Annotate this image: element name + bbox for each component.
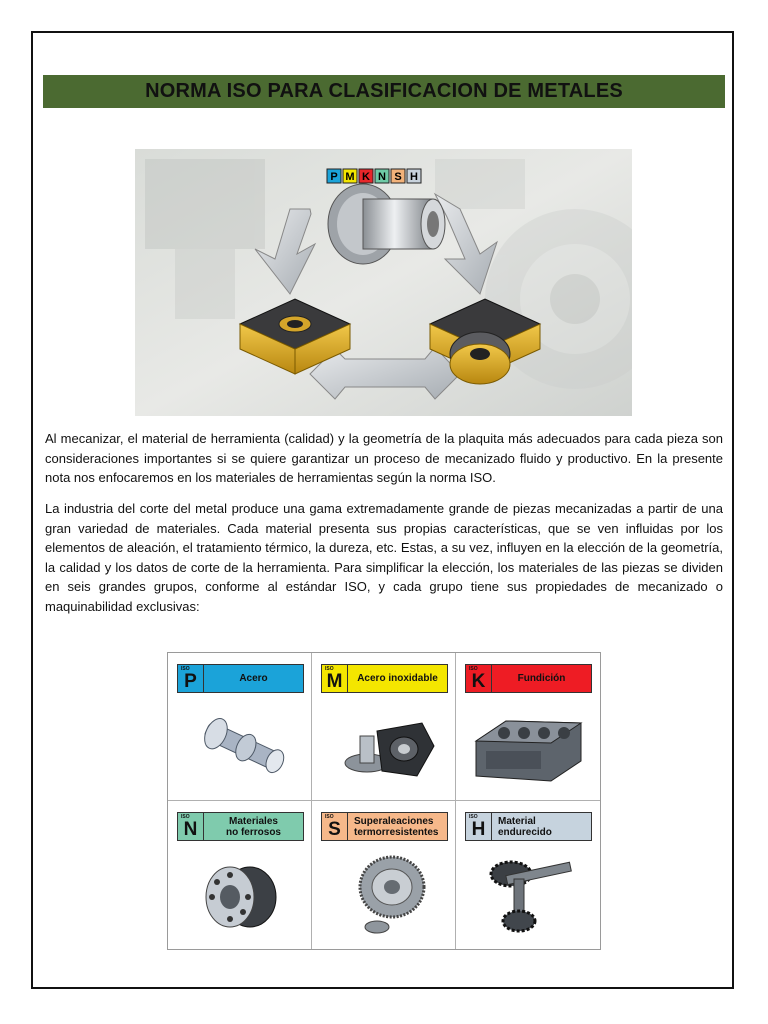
body-paragraph: La industria del corte del metal produce una gama extremadamente grande de piezas mecanizadas a partir de una gran variedad de materiales. Cada material presenta sus propias características, que se ven influidas por los elementos de aleación, el tratamiento térmico, la dureza, etc. Estas, a su vez, influyen en la elección de la geometría, la calidad y los datos de corte de la herramienta. Para simplificar la elección, los materiales de las piezas se dividen en seis grandes grupos, conforme al estándar ISO, y cada grupo tiene sus propiedades de mecanizado o maquinabilidad exclusivas: bbox=[45, 501, 723, 614]
chip-s bbox=[391, 169, 405, 183]
hero-illustration bbox=[135, 149, 632, 416]
iso-group-name: Fundición bbox=[492, 665, 591, 692]
iso-badge bbox=[321, 812, 448, 841]
title-banner bbox=[43, 75, 725, 108]
iso-group-h bbox=[456, 801, 600, 949]
chip-k bbox=[359, 169, 373, 183]
chip-m bbox=[343, 169, 357, 183]
iso-badge bbox=[321, 664, 448, 693]
iso-code: ISO H bbox=[466, 813, 492, 840]
iso-group-name: Acero bbox=[204, 665, 303, 692]
iso-groups-table bbox=[167, 652, 601, 950]
iso-code: ISO S bbox=[322, 813, 348, 840]
chip-p bbox=[327, 169, 341, 183]
iso-group-s bbox=[312, 801, 456, 949]
iso-group-n bbox=[168, 801, 312, 949]
chip-n bbox=[375, 169, 389, 183]
iso-badge bbox=[465, 812, 592, 841]
stainless-part-icon bbox=[322, 701, 447, 791]
iso-code: ISO N bbox=[178, 813, 204, 840]
iso-group-name: Materiales no ferrosos bbox=[204, 813, 303, 840]
svg-text:S: S bbox=[394, 171, 402, 183]
svg-text:N: N bbox=[378, 171, 386, 183]
iso-group-m bbox=[312, 653, 456, 801]
iso-group-p bbox=[168, 653, 312, 801]
iso-badge bbox=[177, 812, 304, 841]
wheel-hub-icon bbox=[178, 849, 303, 939]
page-title: NORMA ISO PARA CLASIFICACION DE METALES bbox=[145, 80, 623, 102]
chip-h bbox=[407, 169, 421, 183]
iso-group-name: Material endurecido bbox=[492, 813, 591, 840]
svg-text:M: M bbox=[345, 171, 355, 183]
engine-block-icon bbox=[466, 701, 591, 791]
iso-group-name: Superaleaciones termorresistentes bbox=[348, 813, 447, 840]
iso-group-name: Acero inoxidable bbox=[348, 665, 447, 692]
steel-part-icon bbox=[178, 701, 303, 791]
iso-code: ISO M bbox=[322, 665, 348, 692]
iso-badge bbox=[177, 664, 304, 693]
turbine-disc-icon bbox=[322, 849, 447, 939]
iso-badge bbox=[465, 664, 592, 693]
iso-group-k bbox=[456, 653, 600, 801]
iso-code: ISO K bbox=[466, 665, 492, 692]
intro-paragraph: Al mecanizar, el material de herramienta (calidad) y la geometría de la plaquita más adecuados para cada pieza son consideraciones importantes si se quiere garantizar un proceso de mecanizado fluido y productivo. En la presente nota nos enfocaremos en los materiales de herramientas según la norma ISO. bbox=[45, 431, 723, 485]
gear-shaft-icon bbox=[466, 849, 591, 939]
svg-text:K: K bbox=[362, 171, 370, 183]
svg-text:P: P bbox=[330, 171, 338, 183]
svg-text:H: H bbox=[410, 171, 418, 183]
iso-code: ISO P bbox=[178, 665, 204, 692]
